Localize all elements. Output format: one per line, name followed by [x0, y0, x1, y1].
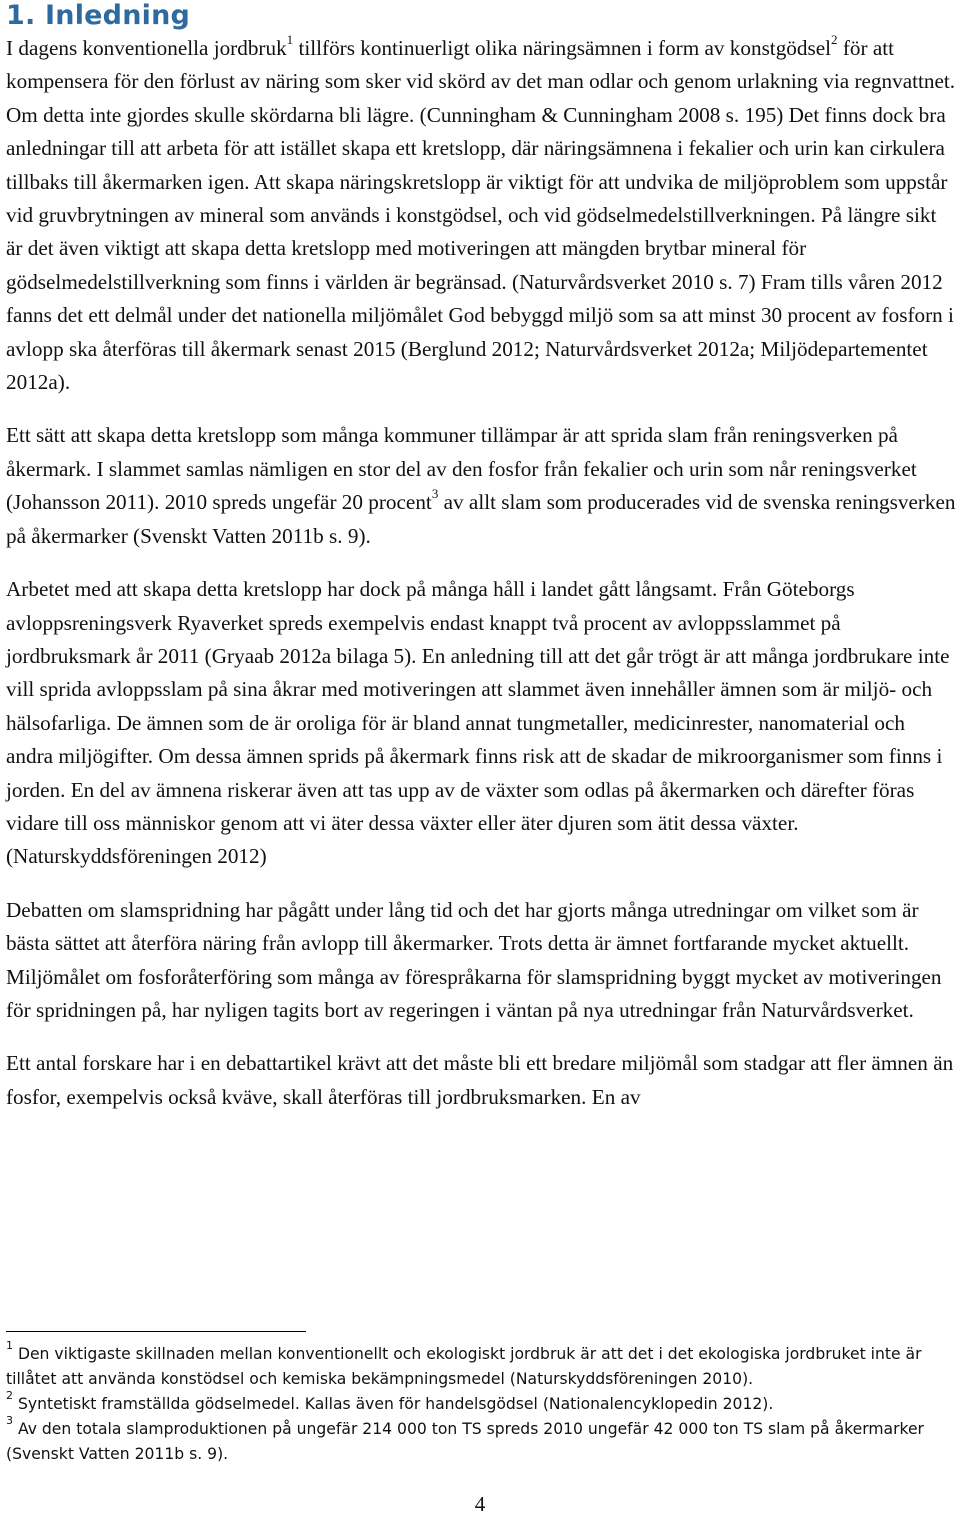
footnote-separator [6, 1331, 306, 1332]
page-number: 4 [474, 1492, 486, 1516]
paragraph-4: Debatten om slamspridning har pågått under lång tid och det har gjorts många utredningar om vilket som är bästa sättet att återföra näring från avlopp till åkermarker. Trots detta är ämnet fortfarande mycket aktuellt. Miljömålet om fosforåterföring som många av förespråkarna för slamspridning byggt mycket av motiveringen för spridningen på, har nyligen tagits bort av regeringen i väntan på nya utredningar från Naturvårdsverket. [6, 897, 942, 1022]
body-text [6, 32, 956, 1114]
footnote-number-3: 3 [6, 1413, 13, 1427]
footnote-ref-1[interactable]: 1 [286, 31, 294, 47]
footnote-ref-2[interactable]: 2 [831, 31, 838, 47]
footnote-text-3: Av den totala slamproduktionen på ungefär 214 000 ton TS spreds 2010 ungefär 42 000 ton TS slam på åkermarker (Svenskt Vatten 2011b s. 9). [6, 1420, 924, 1463]
paragraph-1-part-a: I dagens konventionella jordbruk [6, 36, 287, 60]
paragraph-2-part-b: av allt slam som producerades vid de svenska reningsverken på åkermarker (Svenskt Vatten 2011b s. 9). [6, 490, 956, 548]
paragraph-5: Ett antal forskare har i en debattartikel krävt att det måste bli ett bredare miljömål som stadgar att fler ämnen än fosfor, exempelvis också kväve, skall återföras till jordbruksmarken. En av [6, 1051, 954, 1109]
footnote-3 [6, 1413, 956, 1467]
footnote-1 [6, 1338, 956, 1392]
footnotes [6, 1338, 956, 1467]
footnote-number-1: 1 [6, 1338, 13, 1352]
document-page [6, 0, 956, 1114]
paragraph-2 [6, 419, 956, 553]
paragraph-1-part-c: för att kompensera för den förlust av näring som sker vid skörd av det man odlar och genom urlakning via regnvattnet. Om detta inte gjordes skulle skördarna bli lägre. (Cunningham & Cunningham 2008 s. 195) Det finns dock bra anledningar till att arbeta för att istället skapa ett kretslopp, där näringsämnena i fekalier och urin kan cirkulera tillbaks till åkermarken igen. Att skapa näringskretslopp är viktigt för att undvika de miljöproblem som uppstår vid gruvbrytningen av mineral som används i konstgödsel, och vid gödselmedelstillverkningen. På längre sikt är det även viktigt att skapa detta kretslopp med motiveringen att mängden brytbar mineral för gödselmedelstillverkning som finns i världen är begränsad. (Naturvårdsverket 2010 s. 7) Fram tills våren 2012 fanns det ett delmål under det nationella miljömålet God bebyggd miljö som sa att minst 30 procent av fosforn i avlopp ska återföras till åkermark senast 2015 (Berglund 2012; Naturvårdsverket 2012a; Miljödepartementet 2012a). [6, 36, 956, 395]
footnote-text-1: Den viktigaste skillnaden mellan konventionellt och ekologiskt jordbruk är att det i det ekologiska jordbruket inte är tillåtet att använda konstödsel och kemiska bekämpningsmedel (Naturskyddsföreningen 2010). [6, 1345, 922, 1388]
footnote-number-2: 2 [6, 1388, 13, 1402]
footnote-ref-3[interactable]: 3 [431, 486, 439, 502]
paragraph-3: Arbetet med att skapa detta kretslopp har dock på många håll i landet gått långsamt. Från Göteborgs avloppsreningsverk Ryaverket spreds exempelvis endast knappt två procent av avloppsslammet på jordbruksmark år 2011 (Gryaab 2012a bilaga 5). En anledning till att det går trögt är att många jordbrukare inte vill sprida avloppsslam på sina åkrar med motiveringen att slammet även innehåller ämnen som är miljö- och hälsofarliga. De ämnen som de är oroliga för är bland annat tungmetaller, medicinrester, nanomaterial och andra miljögifter. Om dessa ämnen sprids på åkermark finns risk att de skadar de mikroorganismer som finns i jorden. En del av ämnena riskerar även att tas upp av de växter som odlas på åkermarken och därefter föras vidare till oss människor genom att vi äter dessa växter eller äter djuren som ätit dessa växter. (Naturskyddsföreningen 2012) [6, 577, 950, 869]
paragraph-1-part-b: tillförs kontinuerligt olika näringsämnen i form av konstgödsel [293, 36, 832, 60]
section-heading: 1. Inledning [6, 0, 191, 31]
paragraph-1 [6, 32, 956, 399]
footnote-2 [6, 1388, 956, 1417]
footnote-text-2: Syntetiskt framställda gödselmedel. Kallas även för handelsgödsel (Nationalencyklopedin 2012). [13, 1395, 774, 1413]
paragraph-2-part-a: Ett sätt att skapa detta kretslopp som många kommuner tillämpar är att sprida slam från reningsverken på åkermark. I slammet samlas nämligen en stor del av den fosfor från fekalier och urin som når reningsverket (Johansson 2011). 2010 spreds ungefär 20 procent [6, 423, 917, 515]
